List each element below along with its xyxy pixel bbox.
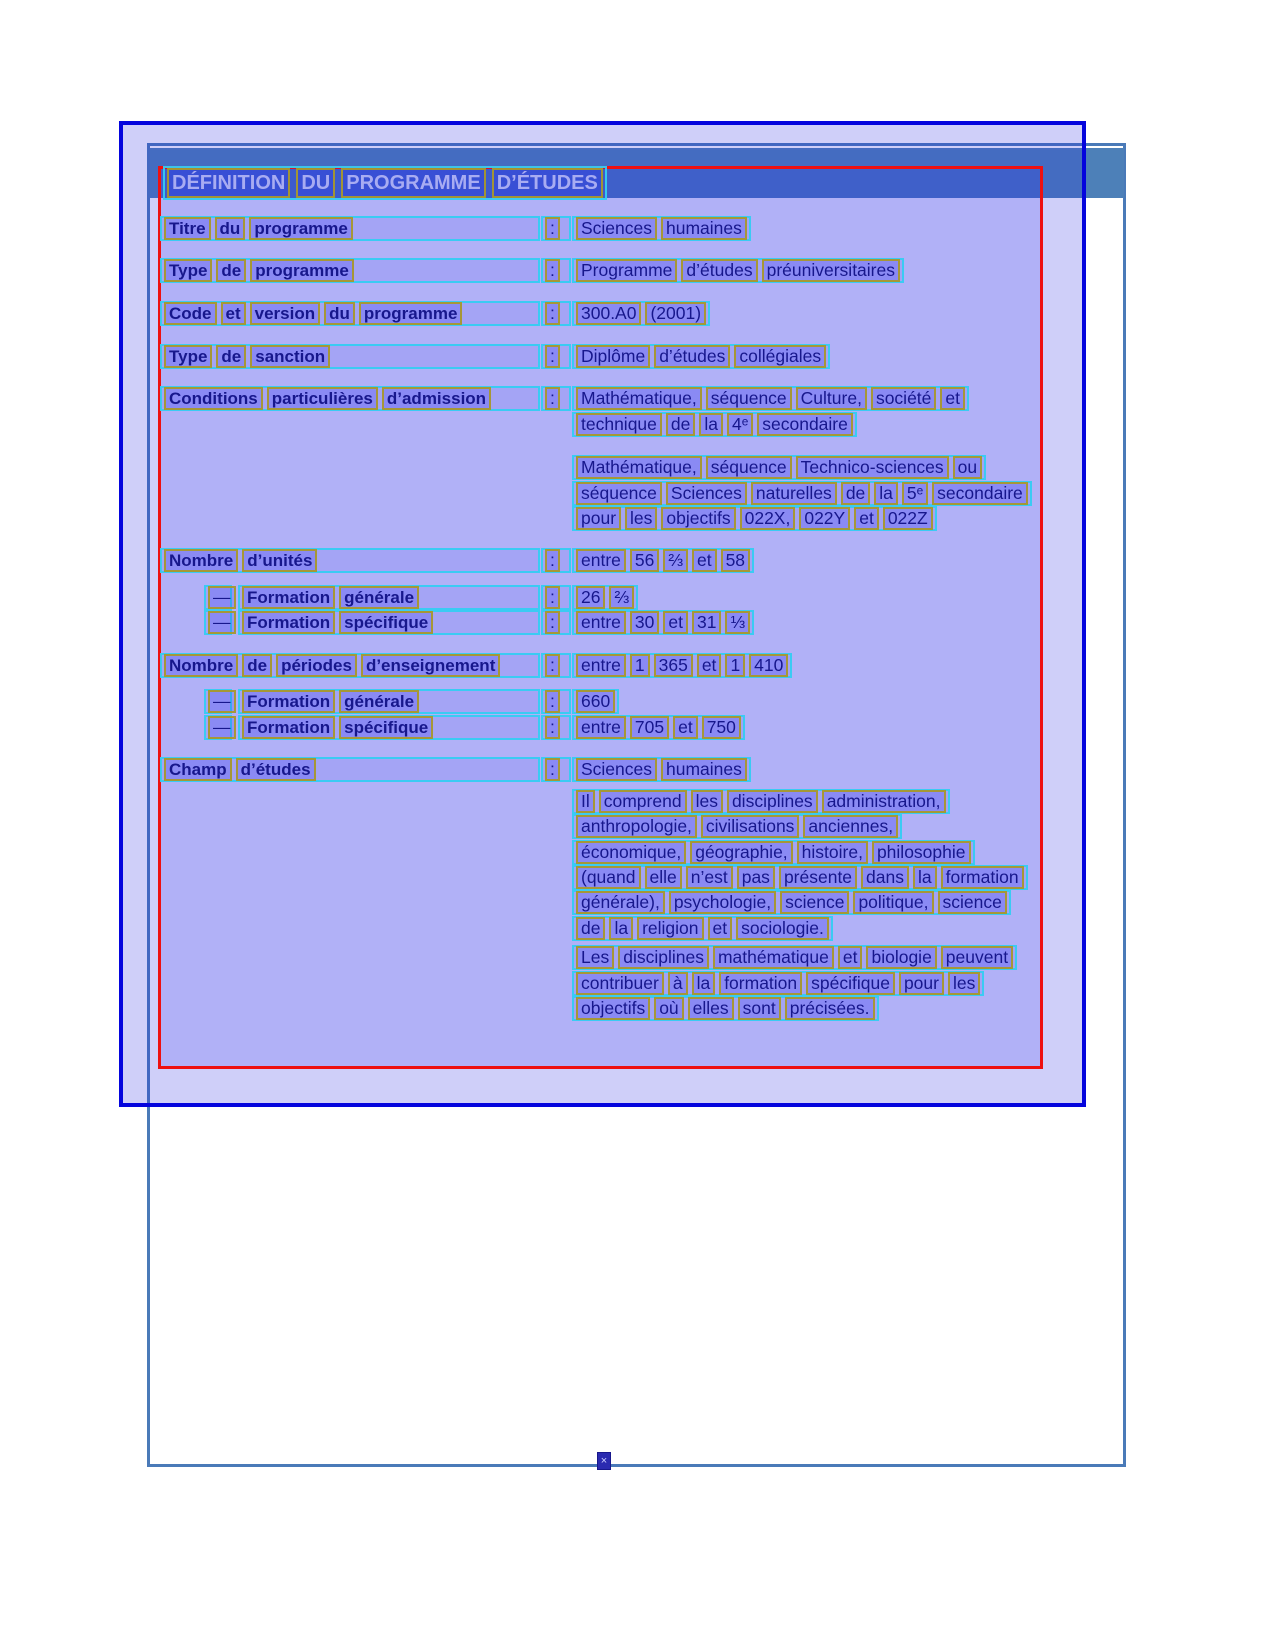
dash-line-box — [204, 689, 232, 714]
colon-word-box: : — [545, 217, 560, 240]
value-line-box — [572, 506, 937, 531]
value-line-box — [572, 653, 792, 678]
value-line-box — [572, 412, 857, 437]
field-label-line — [238, 610, 540, 635]
value-word-box: mathématique — [713, 946, 834, 969]
colon-word-box: : — [545, 302, 560, 325]
value-word-box: pas — [737, 866, 775, 889]
value-word-box: et — [692, 549, 717, 572]
value-word-box: Sciences — [576, 758, 657, 781]
value-word-box: 26 — [576, 586, 605, 609]
value-word-box: Culture, — [796, 387, 867, 410]
value-word-box: spécifique — [806, 972, 895, 995]
value-line-box — [572, 386, 969, 411]
value-word-box: 022Z — [883, 507, 933, 530]
value-word-box: 56 — [630, 549, 659, 572]
value-word-box: 30 — [630, 611, 659, 634]
dash-line-box — [204, 715, 232, 740]
value-word-box: dans — [861, 866, 909, 889]
colon-word-box: : — [545, 259, 560, 282]
value-word-box: peuvent — [941, 946, 1013, 969]
value-word-box: 300.A0 — [576, 302, 641, 325]
label-word-box: spécifique — [339, 716, 433, 739]
value-word-box: séquence — [576, 482, 662, 505]
value-word-box: géographie, — [690, 841, 792, 864]
label-word-box: spécifique — [339, 611, 433, 634]
value-word-box: (2001) — [645, 302, 706, 325]
title-word-box: PROGRAMME — [341, 168, 485, 198]
field-label-line — [160, 258, 540, 283]
field-label-line — [238, 689, 540, 714]
value-word-box: collégiales — [734, 345, 826, 368]
value-word-box: Mathématique, — [576, 387, 702, 410]
title-word-box: D’ÉTUDES — [492, 168, 603, 198]
value-word-box: 31 — [692, 611, 721, 634]
value-word-box: histoire, — [797, 841, 868, 864]
field-label-line — [160, 757, 540, 782]
value-word-box: anciennes, — [803, 815, 898, 838]
value-word-box: d’études — [681, 259, 757, 282]
field-label-line — [160, 301, 540, 326]
value-word-box: présente — [779, 866, 857, 889]
label-word-box: du — [215, 217, 246, 240]
value-line-box — [572, 814, 902, 839]
value-word-box: Sciences — [666, 482, 747, 505]
value-word-box: les — [625, 507, 657, 530]
value-line-box — [572, 945, 1017, 970]
value-word-box: sociologie. — [736, 917, 829, 940]
value-word-box: ou — [953, 456, 982, 479]
value-word-box: religion — [637, 917, 703, 940]
value-word-box: entre — [576, 716, 626, 739]
colon-line-box — [541, 610, 571, 635]
dash-word-box: — — [208, 586, 236, 609]
label-word-box: d’unités — [242, 549, 317, 572]
value-word-box: et — [854, 507, 879, 530]
dash-word-box: — — [208, 690, 236, 713]
value-word-box: Les — [576, 946, 614, 969]
colon-line-box — [541, 585, 571, 610]
label-word-box: version — [250, 302, 320, 325]
dash-line-box — [204, 610, 232, 635]
colon-word-box: : — [545, 690, 560, 713]
colon-word-box: : — [545, 345, 560, 368]
label-word-box: Champ — [164, 758, 232, 781]
label-word-box: de — [216, 259, 246, 282]
value-word-box: secondaire — [932, 482, 1028, 505]
value-word-box: formation — [719, 972, 802, 995]
value-word-box: Sciences — [576, 217, 657, 240]
value-word-box: et — [708, 917, 733, 940]
value-word-box: précisées. — [785, 997, 875, 1020]
value-word-box: les — [948, 972, 980, 995]
label-word-box: générale — [339, 586, 419, 609]
value-word-box: Mathématique, — [576, 456, 702, 479]
label-word-box: Code — [164, 302, 217, 325]
label-word-box: programme — [249, 217, 353, 240]
value-line-box — [572, 610, 754, 635]
value-line-box — [572, 689, 619, 714]
value-word-box: d’études — [654, 345, 730, 368]
value-word-box: les — [691, 790, 723, 813]
label-word-box: d’admission — [382, 387, 491, 410]
field-label-line — [160, 653, 540, 678]
dash-word-box: — — [208, 611, 236, 634]
value-line-box — [572, 344, 830, 369]
value-word-box: de — [841, 482, 870, 505]
value-word-box: elle — [645, 866, 682, 889]
value-word-box: psychologie, — [669, 891, 776, 914]
page-title-line — [163, 166, 607, 200]
value-word-box: la — [609, 917, 633, 940]
colon-line-box — [541, 757, 571, 782]
label-word-box: particulières — [267, 387, 378, 410]
value-word-box: la — [699, 413, 723, 436]
value-word-box: séquence — [706, 456, 792, 479]
value-word-box: comprend — [599, 790, 687, 813]
value-word-box: 022X, — [740, 507, 796, 530]
value-word-box: et — [673, 716, 698, 739]
value-word-box: préuniversitaires — [762, 259, 900, 282]
colon-line-box — [541, 344, 571, 369]
value-word-box: (quand — [576, 866, 641, 889]
dash-word-box: — — [208, 716, 236, 739]
colon-word-box: : — [545, 654, 560, 677]
value-word-box: pour — [899, 972, 944, 995]
value-word-box: 58 — [721, 549, 750, 572]
dash-line-box — [204, 585, 232, 610]
colon-word-box: : — [545, 387, 560, 410]
value-line-box — [572, 757, 751, 782]
colon-word-box: : — [545, 758, 560, 781]
colon-line-box — [541, 689, 571, 714]
label-word-box: générale — [339, 690, 419, 713]
colon-word-box: : — [545, 549, 560, 572]
value-word-box: 660 — [576, 690, 615, 713]
value-word-box: Il — [576, 790, 595, 813]
value-line-box — [572, 996, 879, 1021]
field-label-line — [160, 548, 540, 573]
label-word-box: Type — [164, 259, 212, 282]
value-word-box: générale), — [576, 891, 665, 914]
value-word-box: biologie — [866, 946, 936, 969]
label-word-box: d’enseignement — [361, 654, 500, 677]
value-word-box: naturelles — [751, 482, 837, 505]
value-word-box: 750 — [702, 716, 741, 739]
value-line-box — [572, 585, 638, 610]
value-line-box — [572, 715, 745, 740]
label-word-box: Conditions — [164, 387, 263, 410]
value-word-box: humaines — [661, 758, 747, 781]
value-line-box — [572, 916, 833, 941]
colon-line-box — [541, 715, 571, 740]
value-line-box — [572, 865, 1028, 890]
value-word-box: science — [780, 891, 849, 914]
value-word-box: elles — [688, 997, 734, 1020]
value-word-box: séquence — [706, 387, 792, 410]
value-word-box: administration, — [822, 790, 946, 813]
value-word-box: Diplôme — [576, 345, 650, 368]
value-word-box: 1 — [725, 654, 745, 677]
title-word-box: DÉFINITION — [167, 168, 290, 198]
value-word-box: 5ᵉ — [902, 482, 928, 505]
label-word-box: sanction — [250, 345, 330, 368]
value-word-box: et — [663, 611, 688, 634]
value-word-box: entre — [576, 654, 626, 677]
value-line-box — [572, 455, 986, 480]
value-word-box: secondaire — [757, 413, 853, 436]
colon-line-box — [541, 301, 571, 326]
value-line-box — [572, 789, 950, 814]
value-word-box: science — [938, 891, 1007, 914]
value-word-box: 022Y — [799, 507, 850, 530]
footer-marker: × — [597, 1452, 611, 1470]
colon-line-box — [541, 386, 571, 411]
label-word-box: Type — [164, 345, 212, 368]
label-word-box: Formation — [242, 586, 335, 609]
colon-word-box: : — [545, 611, 560, 634]
field-label-line — [238, 715, 540, 740]
colon-word-box: : — [545, 716, 560, 739]
label-word-box: Formation — [242, 611, 335, 634]
label-word-box: programme — [359, 302, 463, 325]
value-word-box: 365 — [654, 654, 693, 677]
label-word-box: Titre — [164, 217, 211, 240]
value-word-box: entre — [576, 549, 626, 572]
value-word-box: à — [668, 972, 688, 995]
field-label-line — [160, 344, 540, 369]
field-label-line — [238, 585, 540, 610]
label-word-box: Nombre — [164, 549, 238, 572]
value-word-box: et — [697, 654, 722, 677]
value-line-box — [572, 840, 975, 865]
value-line-box — [572, 890, 1011, 915]
colon-word-box: : — [545, 586, 560, 609]
label-word-box: programme — [250, 259, 354, 282]
value-word-box: formation — [941, 866, 1024, 889]
label-word-box: périodes — [276, 654, 357, 677]
value-line-box — [572, 216, 751, 241]
value-line-box — [572, 258, 904, 283]
value-word-box: 705 — [630, 716, 669, 739]
value-word-box: disciplines — [727, 790, 818, 813]
value-line-box — [572, 548, 754, 573]
value-word-box: de — [666, 413, 695, 436]
label-word-box: de — [242, 654, 272, 677]
value-word-box: la — [913, 866, 937, 889]
label-word-box: de — [216, 345, 246, 368]
value-word-box: et — [940, 387, 965, 410]
value-word-box: la — [692, 972, 716, 995]
value-line-box — [572, 301, 710, 326]
label-word-box: et — [221, 302, 246, 325]
value-word-box: objectifs — [576, 997, 650, 1020]
value-word-box: philosophie — [872, 841, 971, 864]
value-word-box: entre — [576, 611, 626, 634]
colon-line-box — [541, 653, 571, 678]
value-word-box: économique, — [576, 841, 686, 864]
value-word-box: la — [874, 482, 898, 505]
value-word-box: objectifs — [661, 507, 735, 530]
value-word-box: Programme — [576, 259, 677, 282]
value-line-box — [572, 481, 1032, 506]
value-word-box: de — [576, 917, 605, 940]
value-word-box: ⅔ — [663, 549, 688, 572]
value-word-box: disciplines — [618, 946, 709, 969]
value-word-box: ⅔ — [609, 586, 634, 609]
colon-line-box — [541, 548, 571, 573]
value-word-box: anthropologie, — [576, 815, 697, 838]
value-word-box: contribuer — [576, 972, 664, 995]
value-word-box: civilisations — [701, 815, 800, 838]
value-word-box: où — [654, 997, 683, 1020]
colon-line-box — [541, 216, 571, 241]
value-word-box: 1 — [630, 654, 650, 677]
value-word-box: technique — [576, 413, 662, 436]
value-word-box: politique, — [853, 891, 933, 914]
value-word-box: pour — [576, 507, 621, 530]
label-word-box: Formation — [242, 690, 335, 713]
label-word-box: Nombre — [164, 654, 238, 677]
value-word-box: 4ᵉ — [727, 413, 753, 436]
label-word-box: du — [324, 302, 355, 325]
label-word-box: d’études — [236, 758, 316, 781]
value-word-box: n’est — [686, 866, 733, 889]
field-label-line — [160, 386, 540, 411]
value-line-box — [572, 971, 984, 996]
value-word-box: société — [871, 387, 936, 410]
value-word-box: et — [838, 946, 863, 969]
value-word-box: ⅓ — [725, 611, 750, 634]
colon-line-box — [541, 258, 571, 283]
title-word-box: DU — [296, 168, 335, 198]
field-label-line — [160, 216, 540, 241]
value-word-box: humaines — [661, 217, 747, 240]
label-word-box: Formation — [242, 716, 335, 739]
value-word-box: 410 — [749, 654, 788, 677]
value-word-box: Technico-sciences — [796, 456, 949, 479]
value-word-box: sont — [738, 997, 781, 1020]
